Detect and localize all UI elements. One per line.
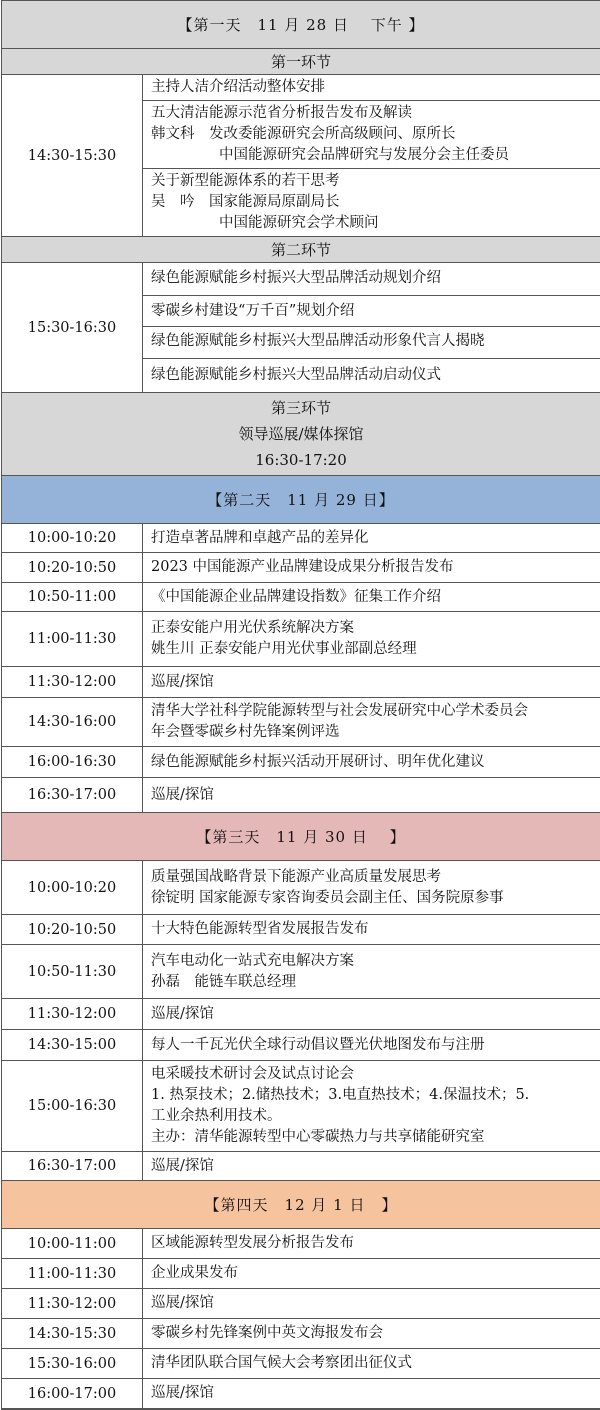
row-line: 绿色能源赋能乡村振兴活动开展研讨、明年优化建议	[151, 753, 485, 770]
row-content	[143, 1152, 600, 1180]
day4-header-text: 【第四天 12 月 1 日 】	[204, 1196, 398, 1214]
schedule-row	[2, 1061, 600, 1152]
row-time: 11:00-11:30	[2, 1259, 143, 1288]
row-line: 清华大学社科学院能源转型与社会发展研究中心学术委员会	[151, 703, 528, 719]
row-time: 10:50-11:30	[2, 945, 143, 998]
row-line: 主办：清华能源转型中心零碳热力与共享储能研究室	[151, 1129, 485, 1145]
day1-header	[2, 1, 600, 49]
row-line: 每人一千瓦光伏全球行动倡议暨光伏地图发布与注册	[151, 1036, 485, 1053]
row-content	[143, 1379, 600, 1408]
row-content	[143, 1259, 600, 1288]
row-content	[143, 1319, 600, 1348]
schedule-row	[2, 915, 600, 945]
day1-seg2-item-3: 绿色能源赋能乡村振兴大型品牌活动形象代言人揭晓	[143, 327, 600, 359]
row-content	[143, 945, 600, 998]
row-time: 16:30-17:00	[2, 1152, 143, 1180]
day4-rows	[2, 1229, 600, 1409]
row-line: 正泰安能户用光伏系统解决方案	[151, 620, 354, 636]
day1-seg3-time: 16:30-17:20	[255, 451, 347, 469]
row-time: 10:20-10:50	[2, 915, 143, 944]
row-content	[143, 583, 600, 611]
row-content	[143, 612, 600, 666]
schedule-row	[2, 1319, 600, 1349]
row-line: 姚生川 正泰安能户用光伏事业部副总经理	[151, 641, 417, 657]
row-time: 10:50-11:00	[2, 583, 143, 611]
row-line: 企业成果发布	[151, 1265, 238, 1281]
row-line: 清华团队联合国气候大会考察团出征仪式	[151, 1355, 412, 1371]
row-line: 汽车电动化一站式充电解决方案	[151, 952, 354, 969]
row-content	[143, 747, 600, 777]
row-line: 巡展/探馆	[151, 786, 214, 803]
day3-header-text: 【第三天 11 月 30 日 】	[196, 828, 406, 846]
day1-header-text: 【第一天 11 月 28 日 下午 】	[177, 16, 425, 34]
day1-seg3-block	[2, 393, 600, 476]
row-line: 年会暨零碳乡村先锋案例评选	[151, 724, 340, 740]
day1-seg3-title: 第三环节	[270, 399, 331, 417]
item-line: 主持人洁介绍活动整体安排	[151, 79, 325, 95]
day1-seg1-item-2	[143, 101, 600, 169]
schedule-row	[2, 1030, 600, 1061]
row-line: 徐锭明 国家能源专家咨询委员会副主任、国务院原参事	[151, 889, 504, 906]
row-line: 巡展/探馆	[151, 673, 214, 690]
row-line: 质量强国战略背景下能源产业高质量发展思考	[151, 868, 441, 885]
row-time: 11:00-11:30	[2, 612, 143, 666]
schedule-row	[2, 698, 600, 747]
schedule-row	[2, 1349, 600, 1379]
row-line: 巡展/探馆	[151, 1005, 214, 1022]
day1-seg2-title: 第二环节	[2, 237, 600, 263]
day3-header	[2, 813, 600, 861]
day1-seg1-time: 14:30-15:30	[2, 75, 143, 236]
item-line: 五大清洁能源示范省分析报告发布及解读	[151, 105, 412, 121]
day1-seg2-block	[2, 263, 600, 393]
row-line: 区域能源转型发展分析报告发布	[151, 1235, 354, 1251]
row-time: 10:00-10:20	[2, 524, 143, 552]
row-line: 零碳乡村先锋案例中英文海报发布会	[151, 1325, 383, 1341]
row-time: 15:30-16:00	[2, 1349, 143, 1378]
item-line: 韩文科 发改委能源研究会所高级顾问、原所长	[151, 126, 456, 142]
schedule-table	[1, 0, 600, 1410]
row-content	[143, 553, 600, 582]
row-line: 孙磊 能链车联总经理	[151, 973, 296, 990]
day2-header	[2, 476, 600, 524]
item-line: 中国能源研究会品牌研究与发展分会主任委员	[219, 147, 509, 163]
item-line: 中国能源研究会学术顾问	[219, 215, 379, 231]
day1-seg2-time: 15:30-16:30	[2, 263, 143, 392]
row-time: 15:00-16:30	[2, 1061, 143, 1151]
row-time: 10:00-11:00	[2, 1229, 143, 1258]
row-time: 16:00-16:30	[2, 747, 143, 777]
row-content	[143, 1349, 600, 1378]
row-content	[143, 1061, 600, 1151]
row-content	[143, 667, 600, 697]
day1-seg1-title: 第一环节	[2, 49, 600, 75]
row-line: 巡展/探馆	[151, 1157, 214, 1174]
day1-seg3-subtitle: 领导巡展/媒体探馆	[238, 425, 364, 443]
row-time: 10:00-10:20	[2, 861, 143, 914]
schedule-row	[2, 583, 600, 612]
row-time: 10:20-10:50	[2, 553, 143, 582]
day4-header	[2, 1181, 600, 1229]
row-content	[143, 1229, 600, 1258]
day1-seg1-block	[2, 75, 600, 237]
row-line: 2023 中国能源产业品牌建设成果分析报告发布	[151, 559, 454, 575]
row-line: 电采暖技术研讨会及试点讨论会	[151, 1066, 354, 1082]
schedule-row	[2, 945, 600, 999]
row-time: 14:30-16:00	[2, 698, 143, 746]
day1-seg2-item-4: 绿色能源赋能乡村振兴大型品牌活动启动仪式	[151, 367, 441, 383]
schedule-row	[2, 1289, 600, 1319]
schedule-row	[2, 747, 600, 778]
row-content	[143, 861, 600, 914]
schedule-row	[2, 612, 600, 667]
row-content	[143, 1289, 600, 1318]
row-time: 11:30-12:00	[2, 667, 143, 697]
item-line: 关于新型能源体系的若干思考	[151, 173, 340, 189]
schedule-row	[2, 553, 600, 583]
schedule-row	[2, 1229, 600, 1259]
row-content	[143, 999, 600, 1029]
row-time: 11:30-12:00	[2, 999, 143, 1029]
row-time: 16:00-17:00	[2, 1379, 143, 1408]
row-line: 巡展/探馆	[151, 1385, 214, 1401]
day2-rows	[2, 524, 600, 813]
day1-seg2-item-2: 零碳乡村建设“万千百”规划介绍	[143, 296, 600, 327]
row-line: 1. 热泵技术；2.储热技术；3.电直热技术；4.保温技术；5.	[151, 1087, 530, 1103]
schedule-row	[2, 524, 600, 553]
row-line: 《中国能源企业品牌建设指数》征集工作介绍	[151, 588, 441, 605]
item-line: 吴 吟 国家能源局原副局长	[151, 194, 340, 210]
day1-seg1-item-1	[143, 75, 600, 101]
row-time: 16:30-17:00	[2, 778, 143, 812]
row-line: 工业余热利用技术。	[151, 1108, 282, 1124]
row-line: 巡展/探馆	[151, 1295, 214, 1311]
row-content	[143, 524, 600, 552]
row-time: 11:30-12:00	[2, 1289, 143, 1318]
schedule-row	[2, 999, 600, 1030]
schedule-row	[2, 1379, 600, 1409]
schedule-row	[2, 778, 600, 813]
day1-seg2-item-1: 绿色能源赋能乡村振兴大型品牌活动规划介绍	[143, 263, 600, 296]
schedule-row	[2, 667, 600, 698]
schedule-row	[2, 1259, 600, 1289]
row-line: 十大特色能源转型省发展报告发布	[151, 921, 369, 937]
day2-header-text: 【第二天 11 月 29 日】	[207, 491, 395, 509]
row-content	[143, 1030, 600, 1060]
row-time: 14:30-15:00	[2, 1030, 143, 1060]
row-content	[143, 698, 600, 746]
schedule-row	[2, 1152, 600, 1181]
schedule-row	[2, 861, 600, 915]
day1-seg1-item-3	[143, 169, 600, 236]
row-time: 14:30-15:30	[2, 1319, 143, 1348]
row-line: 打造卓著品牌和卓越产品的差异化	[151, 529, 369, 546]
row-content	[143, 915, 600, 944]
day3-rows	[2, 861, 600, 1181]
row-content	[143, 778, 600, 812]
